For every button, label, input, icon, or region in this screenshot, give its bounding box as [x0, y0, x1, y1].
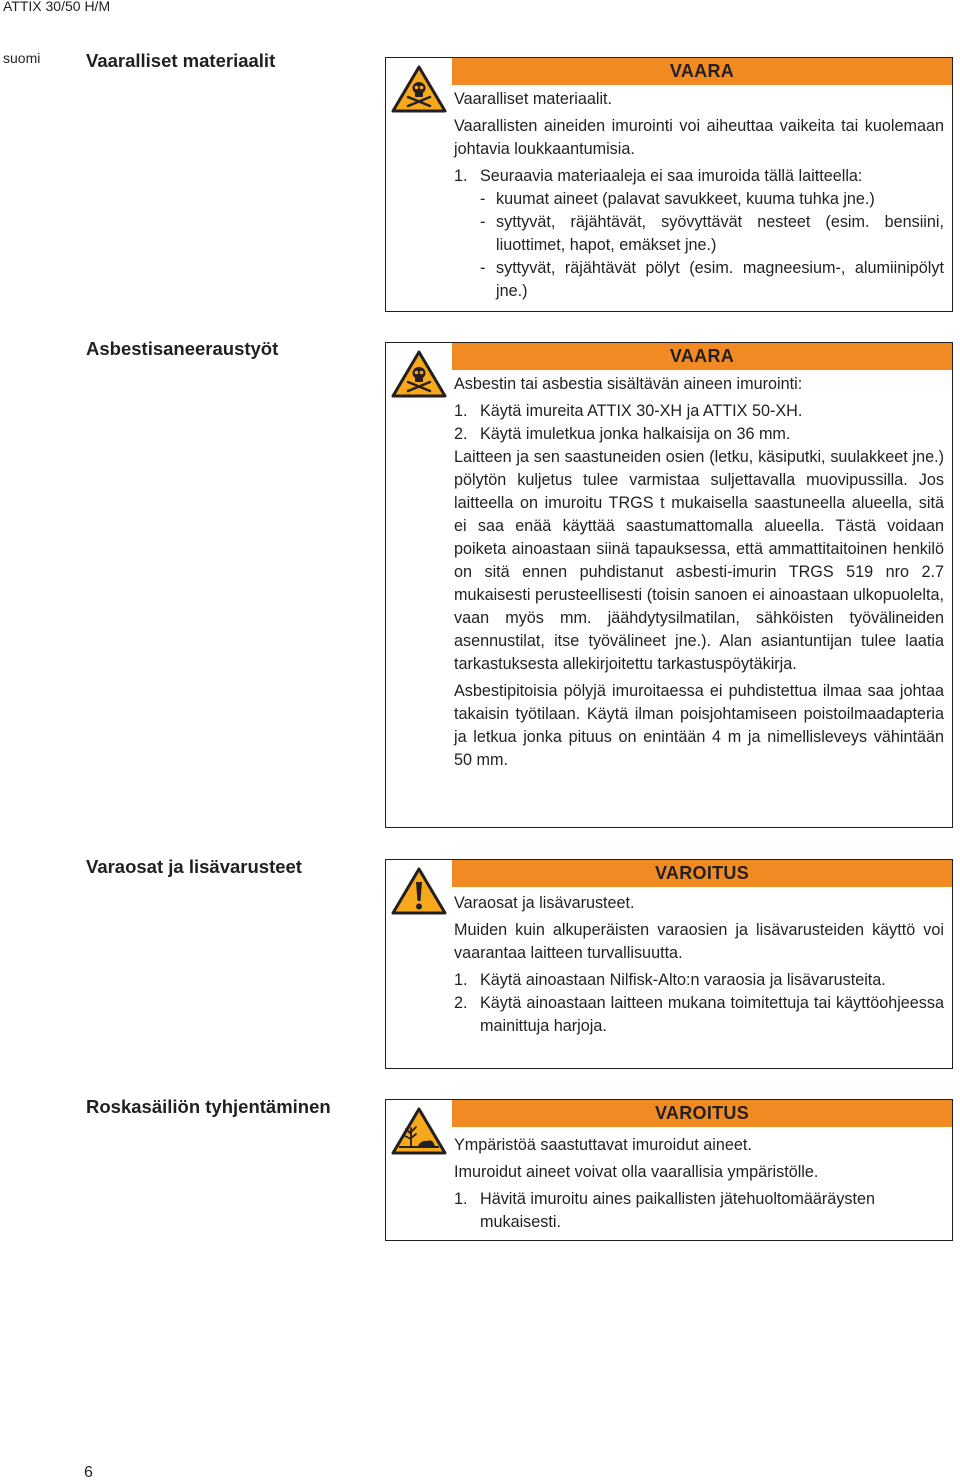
document-title: ATTIX 30/50 H/M: [3, 0, 111, 14]
warning-description: Imuroidut aineet voivat olla vaarallisia ympäristölle.: [454, 1163, 819, 1181]
list-item: [454, 992, 944, 1038]
list-item-number: 1.: [454, 402, 468, 420]
warning-intro: Asbestin tai asbestia sisältävän aineen imurointi:: [454, 375, 803, 393]
section-title-hazardous-materials: Vaaralliset materiaalit: [86, 50, 276, 71]
toxic-skull-icon: [391, 64, 447, 114]
warning-title-line: Vaaralliset materiaalit.: [454, 90, 613, 108]
list-item-text: Käytä imuletkua jonka halkaisija on 36 mm.: [480, 425, 791, 443]
list-item: [454, 1188, 944, 1234]
danger-label: VAARA: [452, 343, 952, 370]
list-item-number: 1.: [454, 1190, 468, 1208]
danger-box-hazardous-materials: [385, 57, 953, 312]
danger-box-asbestos: [385, 342, 953, 828]
list-item-number: 2.: [454, 994, 468, 1012]
page-number: 6: [84, 1464, 93, 1481]
list-item-number: 1.: [454, 971, 468, 989]
list-item-text: Käytä ainoastaan Nilfisk-Alto:n varaosia ja lisävarusteita.: [480, 971, 886, 989]
list-item-number: 2.: [454, 425, 468, 443]
list-item-text: Käytä ainoastaan laitteen mukana toimitettuja tai käyttöohjeessa mainittuja harjoja.: [480, 994, 944, 1035]
warning-paragraph: Asbestipitoisia pölyjä imuroitaessa ei puhdistettua ilmaa saa johtaa takaisin työtilaan. Käytä ilman poisjohtamiseen poistoilmaadapteria ja letkua jonka pituus on enintään 4 m ja nimellisleveys vähintään 50 mm.: [454, 682, 944, 769]
exclamation-warning-icon: [391, 866, 447, 916]
sub-list-item-text: syttyvät, räjähtävät pölyt (esim. magneesium-, alumiinipölyt jne.): [496, 259, 944, 300]
list-item: [454, 423, 944, 446]
warning-box-container-emptying: [385, 1099, 953, 1241]
list-item-text: Seuraavia materiaaleja ei saa imuroida tällä laitteella:: [480, 167, 863, 185]
warning-box-spare-parts: [385, 859, 953, 1069]
list-item-text: Käytä imureita ATTIX 30-XH ja ATTIX 50-XH.: [480, 402, 803, 420]
list-item-number: 1.: [454, 167, 468, 185]
list-item: [454, 165, 944, 188]
warning-paragraph: Laitteen ja sen saastuneiden osien (letku, käsiputki, suulakkeet jne.) pölytön kuljetus tulee varmistaa suljettavalla muovipussilla. Jos laitteella on imuroitu TRGS t mukaisella saastuneella alueella, sitä ei saa enää käyttää saastumattomalla alueella. Tästä voidaan poiketa ainoastaan siinä tapauksessa, että ammattitaitoinen henkilö on sitä ennen puhdistanut asbesti-imurin TRGS 519 nro 2.7 mukaisesti perusteellisesti (toisin sanoen ei ainoastaan ulkopuolelta, vaan myös mm. jäähdytysilmatilan, sähköisten työvälineiden asennustilat, itse työvälineet jne.). Alan asiantuntijan tulee laatia tarkastuksesta allekirjoitettu tarkastuspöytäkirja.: [454, 448, 944, 673]
sub-list-item: - kuumat aineet (palavat savukkeet, kuuma tuhka jne.): [454, 188, 944, 211]
section-title-container-emptying: Roskasäiliön tyhjentäminen: [86, 1096, 331, 1117]
sub-list-item-text: kuumat aineet (palavat savukkeet, kuuma tuhka jne.): [496, 190, 875, 208]
warning-description: Vaarallisten aineiden imurointi voi aiheuttaa vaikeita tai kuolemaan johtavia loukkaantumisia.: [454, 117, 944, 158]
section-title-asbestos-work: Asbestisaneeraustyöt: [86, 338, 279, 359]
list-item: [454, 969, 944, 992]
toxic-skull-icon: [391, 349, 447, 399]
danger-label: VAARA: [452, 58, 952, 85]
sub-list-item: - syttyvät, räjähtävät pölyt (esim. magneesium-, alumiinipölyt jne.): [454, 257, 944, 303]
warning-description: Muiden kuin alkuperäisten varaosien ja lisävarusteiden käyttö voi vaarantaa laitteen turvallisuutta.: [454, 921, 944, 962]
sub-list-item-text: syttyvät, räjähtävät, syövyttävät nesteet (esim. bensiini, liuottimet, hapot, emäkset jne.): [496, 213, 944, 254]
warning-title-line: Varaosat ja lisävarusteet.: [454, 894, 635, 912]
list-item: [454, 400, 944, 423]
environment-hazard-icon: [391, 1106, 447, 1156]
warning-label: VAROITUS: [452, 1100, 952, 1127]
section-title-spare-parts: Varaosat ja lisävarusteet: [86, 856, 302, 877]
warning-title-line: Ympäristöä saastuttavat imuroidut aineet.: [454, 1136, 752, 1154]
sub-list-item: - syttyvät, räjähtävät, syövyttävät nesteet (esim. bensiini, liuottimet, hapot, emäkset jne.): [454, 211, 944, 257]
warning-label: VAROITUS: [452, 860, 952, 887]
list-item-text: Hävitä imuroitu aines paikallisten jätehuoltomääräysten mukaisesti.: [480, 1190, 876, 1231]
language-label: suomi: [3, 50, 41, 66]
